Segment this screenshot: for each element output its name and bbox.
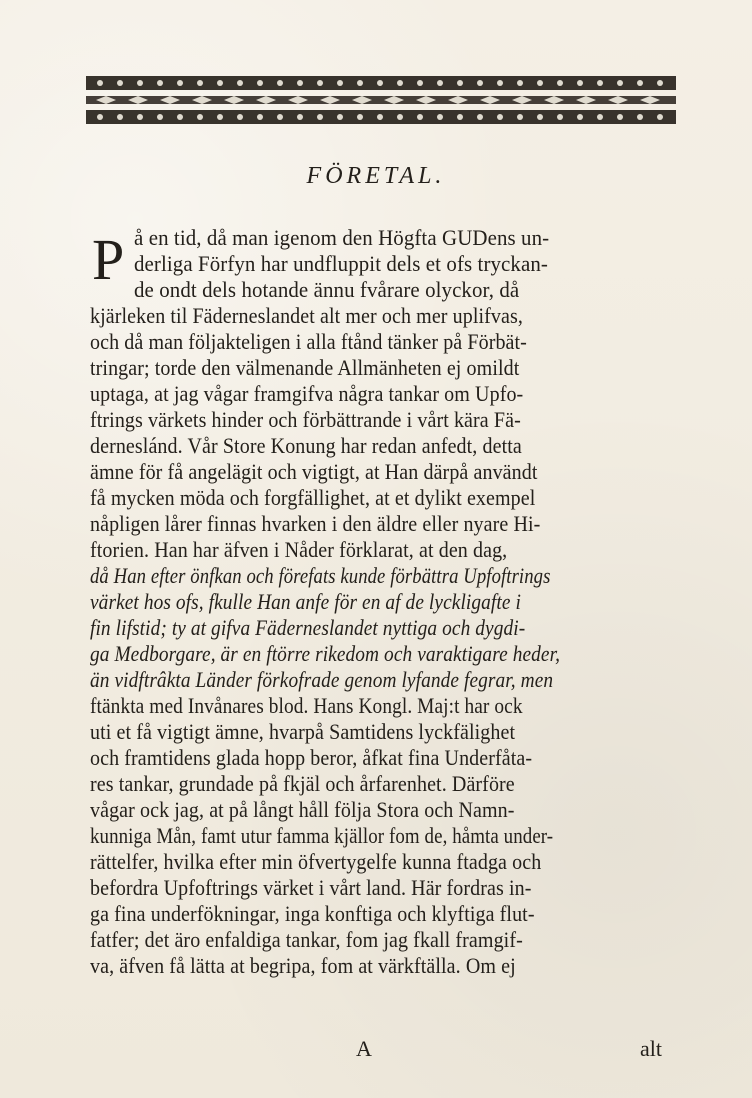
body-line-17: ga Medborgare, är en ftörre rikedom och varaktigare heder, [90, 641, 561, 666]
body-line-29: va, äfven få lätta at begripa, fom at värkftälla. Om ej [90, 953, 516, 978]
body-line-5: och då man följakteligen i alla ftånd tänker på Förbät- [90, 329, 527, 354]
body-line-10: ämne för få angelägit och vigtigt, at Han därpå användt [90, 459, 538, 484]
body-line-13: ftorien. Han har äfven i Nåder förklarat, at den dag, [90, 537, 508, 562]
body-line-24: kunniga Mån, famt utur famma kjällor fom de, håmta under- [90, 823, 554, 848]
body-line-7: uptaga, at jag vågar framgifva några tankar om Upfo- [90, 381, 524, 406]
page-title: FÖRETAL. [306, 163, 446, 189]
body-line-1: å en tid, då man igenom den Högfta GUDens un- [134, 225, 550, 250]
body-line-27: ga fina underfökningar, inga konftiga och klyftiga flut- [90, 901, 535, 926]
ornamental-header [86, 68, 676, 132]
signature-mark: A [356, 1036, 372, 1061]
body-line-3: de ondt dels hotande ännu fvårare olyckor, då [134, 277, 520, 302]
body-line-11: få mycken möda och forgfällighet, at et dylikt exempel [90, 485, 536, 510]
body-line-28: fatfer; det äro enfaldiga tankar, fom jag fkall framgif- [90, 927, 523, 952]
body-line-16: fin lifstid; ty at gifva Fäderneslandet nyttiga och dygdi- [90, 615, 526, 640]
body-line-12: nåpligen lårer finnas hvarken i den äldre eller nyare Hi- [90, 511, 541, 536]
body-line-6: tringar; torde den välmenande Allmänheten ej omildt [90, 355, 520, 380]
body-line-23: vågar ock jag, at på långt håll följa Stora och Namn- [90, 797, 515, 822]
body-line-18: än vidftrâkta Länder förkofrade genom lyfande fegrar, men [90, 667, 554, 692]
body-line-8: ftrings värkets hinder och förbättrande i vårt kära Fä- [90, 407, 521, 432]
catchword: alt [640, 1036, 662, 1061]
svg-text:P: P [92, 227, 125, 287]
body-line-25: rättelfer, hvilka efter min öfvertygelfe kunna ftadga och [90, 849, 542, 874]
body-line-9: derneslánd. Vår Store Konung har redan anfedt, detta [90, 433, 522, 458]
body-line-26: befordra Upfoftrings värket i vårt land. Här fordras in- [90, 875, 532, 900]
body-line-22: res tankar, grundade på fkjäl och årfarenhet. Därföre [90, 771, 515, 796]
body-line-21: och framtidens glada hopp beror, åfkat fina Underfåta- [90, 745, 533, 770]
body-line-2: derliga Förfyn har undfluppit dels et ofs tryckan- [134, 251, 548, 276]
body-line-20: uti et få vigtigt ämne, hvarpå Samtidens lyckfälighet [90, 719, 516, 744]
body-line-4: kjärleken til Fäderneslandet alt mer och mer uplifvas, [90, 303, 523, 328]
body-line-15: värket hos ofs, fkulle Han anfe för en af de lyckligafte i [90, 589, 521, 614]
body-line-14: då Han efter önfkan och förefats kunde förbättra Upfoftrings [90, 563, 551, 588]
body-line-19: ftänkta med Invånares blod. Hans Kongl. Maj:t har ock [90, 693, 523, 718]
dropcap-p [90, 227, 130, 287]
